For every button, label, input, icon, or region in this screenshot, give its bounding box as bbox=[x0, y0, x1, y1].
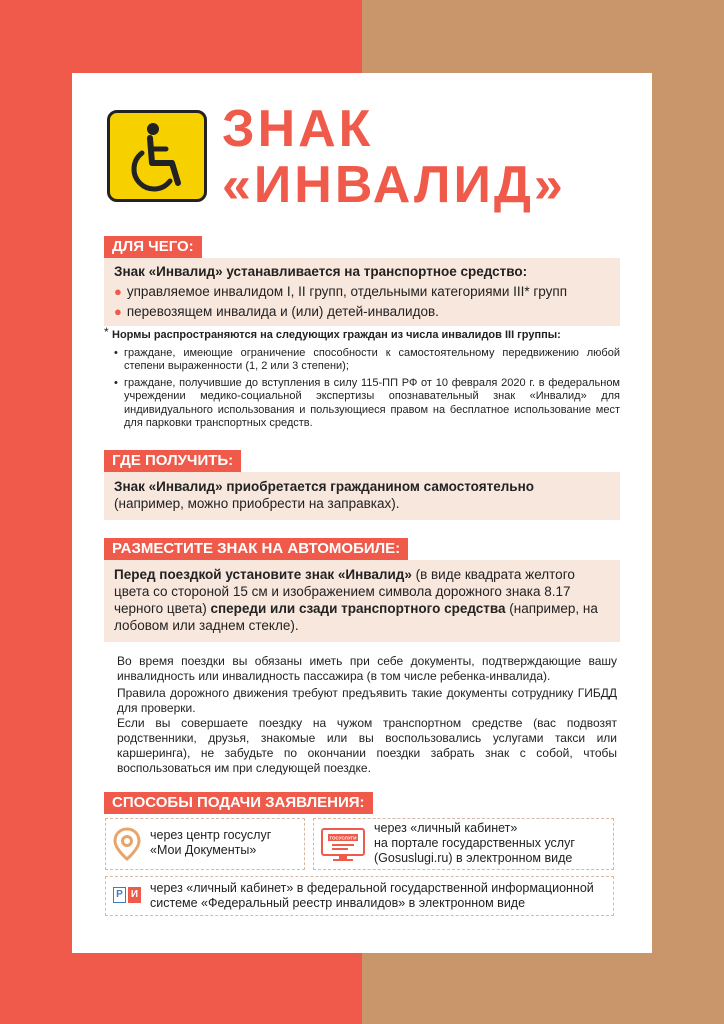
footnote-item: • граждане, имеющие ограничение способности к самостоятельному передвижению любой степени выраженности (1, 2 или 3 степени); bbox=[110, 347, 620, 374]
location-pin-icon bbox=[112, 827, 142, 861]
bullet-dot-icon: ● bbox=[114, 284, 122, 299]
title-line-2: «ИНВАЛИД» bbox=[222, 156, 566, 214]
section-why-box bbox=[104, 258, 620, 326]
footnote-list bbox=[110, 347, 620, 431]
section-where-box bbox=[104, 472, 620, 520]
where-bold: Знак «Инвалид» приобретается гражданином самостоятельно bbox=[114, 479, 534, 494]
bullet-dot-icon: ● bbox=[114, 304, 122, 319]
footnote-heading: Нормы распространяются на следующих граждан из числа инвалидов III группы: bbox=[112, 329, 561, 341]
computer-monitor-icon bbox=[320, 827, 366, 863]
fri-logo-icon: Р И bbox=[113, 887, 141, 903]
place-bold-2: спереди или сзади транспортного средства bbox=[210, 601, 506, 616]
footnote-item: • граждане, получившие до вступления в силу 115-ПП РФ от 10 февраля 2020 г. в федеральном учреждении медико-социальной экспертизы опознавательный знак «Инвалид» для индивидуального использования и пользующиеся правом на бесплатное использование мест для парковки транспортных средств. bbox=[110, 377, 620, 431]
option-gosuslugi-box bbox=[313, 818, 614, 870]
place-bold-1: Перед поездкой установите знак «Инвалид» bbox=[114, 567, 412, 582]
note-3: Если вы совершаете поездку на чужом транспортном средстве (вас подвозят родственники, друзья, знакомые или вы воспользовались услугами такси или каршеринга), не забудьте по окончании поездки забрать знак с собой, чтобы воспользоваться им при следующей поездке. bbox=[117, 716, 617, 775]
title-line-1: ЗНАК bbox=[222, 100, 374, 158]
why-lead: Знак «Инвалид» устанавливается на транспортное средство: bbox=[114, 264, 528, 279]
option-fri-text: через «личный кабинет» в федеральной государственной информационной системе «Федеральный реестр инвалидов» в электронном виде bbox=[150, 881, 594, 910]
option-mfc-box bbox=[105, 818, 305, 870]
option-fri-box bbox=[105, 876, 614, 916]
why-bullet-1: ● управляемое инвалидом I, II групп, отдельными категориями III* групп bbox=[114, 284, 568, 299]
section-place-box bbox=[104, 560, 620, 642]
section-label-methods: СПОСОБЫ ПОДАЧИ ЗАЯВЛЕНИЯ: bbox=[104, 792, 373, 814]
page-title bbox=[222, 101, 566, 213]
option-gosuslugi-text: через «личный кабинет» на портале государственных услуг (Gosuslugi.ru) в электронном виде bbox=[374, 821, 575, 865]
where-text bbox=[114, 478, 610, 512]
section-label-where: ГДЕ ПОЛУЧИТЬ: bbox=[104, 450, 241, 472]
note-2: Правила дорожного движения требуют предъявить такие документы сотруднику ГИБДД для проверки. bbox=[117, 686, 617, 715]
place-text bbox=[114, 566, 610, 634]
section-label-why: ДЛЯ ЧЕГО: bbox=[104, 236, 202, 258]
footnote-marker: * bbox=[104, 325, 109, 339]
disabled-sign-icon bbox=[107, 110, 207, 202]
place-normal-2: (например, на лобовом или заднем стекле). bbox=[114, 601, 598, 633]
place-normal-1: (в виде квадрата желтого цвета со стороной 15 см и изображением символа дорожного знака 8.17 черного цвета) bbox=[114, 567, 575, 616]
why-bullet-2: ● перевозящем инвалида и (или) детей-инвалидов. bbox=[114, 304, 439, 319]
poster-card bbox=[72, 73, 652, 953]
section-label-place: РАЗМЕСТИТЕ ЗНАК НА АВТОМОБИЛЕ: bbox=[104, 538, 408, 560]
footnote bbox=[104, 325, 620, 434]
where-normal: (например, можно приобрести на заправках). bbox=[114, 496, 400, 511]
svg-text:ГОСУСЛУГИ: ГОСУСЛУГИ bbox=[329, 835, 357, 841]
note-1: Во время поездки вы обязаны иметь при себе документы, подтверждающие вашу инвалидность или инвалидность пассажира (в том числе ребенка-инвалида). bbox=[117, 654, 617, 683]
option-mfc-text: через центр госуслуг «Мои Документы» bbox=[150, 828, 272, 857]
